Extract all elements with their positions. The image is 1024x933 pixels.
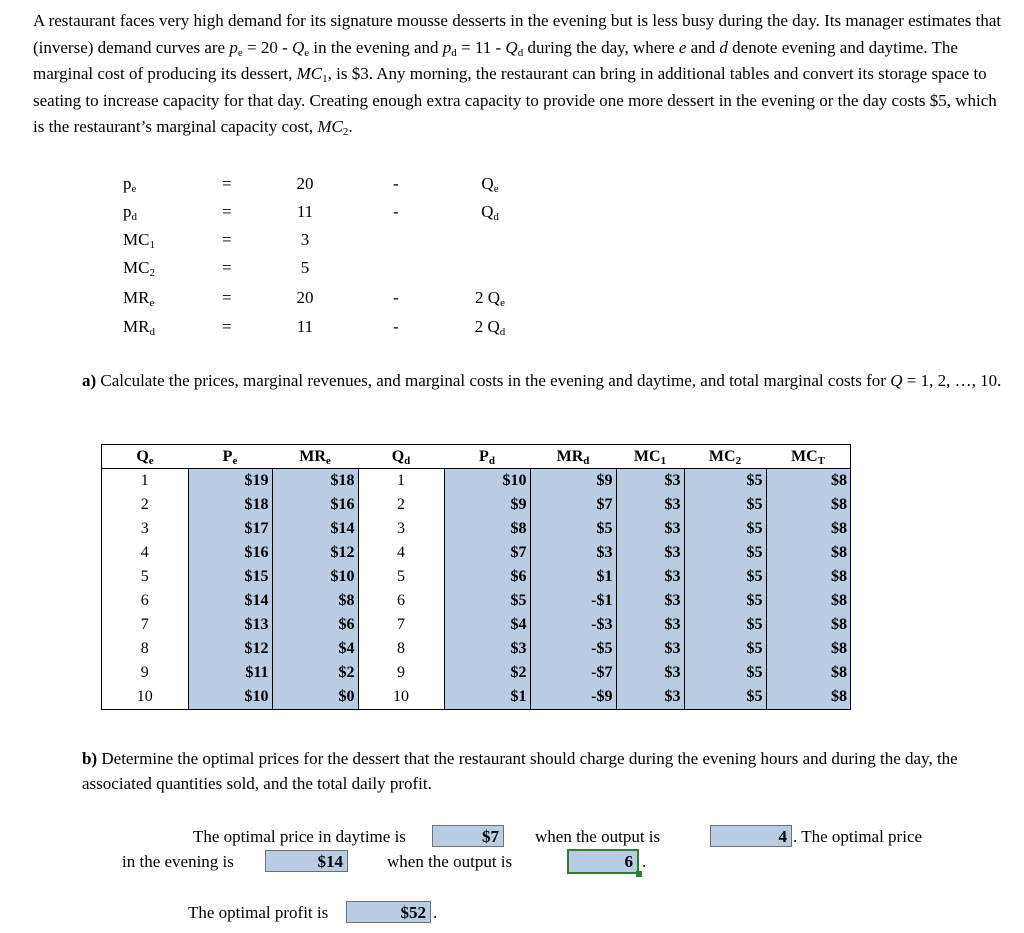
value-cell[interactable]: -$9 [530,685,616,710]
value-cell[interactable]: $6 [272,613,358,637]
equation-constant: 11 [296,202,314,221]
quantity-cell: 5 [358,565,444,589]
column-header: $MR_e$ [272,445,358,469]
question-a-tail: = 1, 2, …, 10. [902,371,1002,390]
value-cell[interactable]: $5 [684,493,766,517]
equation-minus: - [393,202,399,221]
value-cell[interactable]: -$1 [530,589,616,613]
evening-price-cell[interactable]: $14 [265,850,348,872]
value-cell[interactable]: $5 [444,589,530,613]
value-cell[interactable]: $5 [684,637,766,661]
value-cell[interactable]: $4 [444,613,530,637]
value-cell[interactable]: $7 [530,493,616,517]
profit-label: The optimal profit is [188,903,329,922]
value-cell[interactable]: $5 [530,517,616,541]
value-cell[interactable]: $3 [530,541,616,565]
question-a-label: a) [82,371,97,390]
table-header-row [102,445,851,469]
quantity-cell: 2 [358,493,444,517]
table-body [102,469,851,710]
day-output-label: when the output is [535,827,661,846]
column-header: $P_d$ [444,445,530,469]
table-row [102,685,851,710]
table-row [102,493,851,517]
equation-label: $MC_2$ [123,258,155,279]
equation-constant: 20 [296,288,314,307]
value-cell[interactable]: $5 [684,589,766,613]
value-cell[interactable]: $3 [444,637,530,661]
value-cell[interactable]: $3 [616,493,684,517]
values-table [101,444,851,710]
equation-row [0,284,1024,312]
value-cell[interactable]: $5 [684,517,766,541]
quantity-cell: 5 [102,565,189,589]
quantity-cell: 8 [102,637,189,661]
equation-equals: = [222,174,232,193]
column-header: $MC_2$ [684,445,766,469]
equation-row [0,198,1024,226]
equation-row [0,170,1024,198]
value-cell[interactable]: $3 [616,661,684,685]
equation-minus: - [393,174,399,193]
quantity-cell: 7 [358,613,444,637]
quantity-cell: 9 [102,661,189,685]
value-cell[interactable]: $5 [684,565,766,589]
value-cell[interactable]: $8 [766,661,851,685]
evening-output-label: when the output is [387,852,513,871]
value-cell[interactable]: $11 [188,661,272,685]
value-cell[interactable]: $9 [444,493,530,517]
evening-output-cell[interactable]: 6 [567,849,639,874]
evening-tail-text: . The optimal price [793,827,923,846]
column-header: $P_e$ [188,445,272,469]
equation-constant: 5 [300,258,310,277]
equation-variable: $Q_e$ [481,174,499,195]
quantity-cell: 7 [102,613,189,637]
equation-label: $p_e$ [123,174,137,195]
value-cell[interactable]: $1 [530,565,616,589]
day-price-label: The optimal price in daytime is [193,827,406,846]
day-demand-eq: = 11 - [461,37,502,57]
equation-row [0,226,1024,254]
value-cell[interactable]: $3 [616,637,684,661]
value-cell[interactable]: $15 [188,565,272,589]
quantity-cell: 8 [358,637,444,661]
value-cell[interactable]: $8 [766,637,851,661]
value-cell[interactable]: $4 [272,637,358,661]
value-cell[interactable]: $13 [188,613,272,637]
intro-text-5: , is $3. Any morning, the restaurant can bring in additional tables and convert its storage space to seating to increase capacity for that day. Creating enough extra capacity to provide one more dessert in the evening or the day costs $5, which is the restaurant’s marginal capacity cost, [33,64,997,136]
column-header: $Q_d$ [358,445,444,469]
value-cell[interactable]: $16 [272,493,358,517]
value-cell[interactable]: $8 [444,517,530,541]
value-cell[interactable]: $8 [766,493,851,517]
table-row [102,541,851,565]
column-header: $Q_e$ [102,445,189,469]
equation-row [0,254,1024,282]
value-cell[interactable]: $8 [272,589,358,613]
equation-minus: - [393,288,399,307]
equation-label: $MR_d$ [123,317,155,338]
equation-constant: 20 [296,174,314,193]
quantity-cell: 4 [102,541,189,565]
value-cell[interactable]: $3 [616,685,684,710]
equation-constant: 3 [300,230,310,249]
evening-demand-eq: = 20 - [247,37,288,57]
value-cell[interactable]: $8 [766,565,851,589]
value-cell[interactable]: $2 [272,661,358,685]
column-header: $MR_d$ [530,445,616,469]
intro-text-1: A restaurant faces very high demand for its signature mousse desserts in the evening but is less busy during the day. Its manager estimates that (inverse) demand curves are [33,11,1002,57]
value-cell[interactable]: $16 [188,541,272,565]
value-cell[interactable]: $8 [766,517,851,541]
value-cell[interactable]: $3 [616,469,684,494]
value-cell[interactable]: $10 [188,685,272,710]
question-b [82,746,1012,796]
intro-text-3: during the day, where [523,37,679,57]
evening-price-label: in the evening is [122,852,234,871]
equation-variable: $Q_d$ [481,202,499,223]
value-cell[interactable]: $10 [272,565,358,589]
day-output-cell[interactable]: 4 [710,825,792,847]
question-a-text: Calculate the prices, marginal revenues, and marginal costs in the evening and daytime, and total marginal costs for [96,371,891,390]
value-cell[interactable]: $7 [444,541,530,565]
quantity-cell: 10 [358,685,444,710]
intro-mc1: MC [296,64,323,83]
value-cell[interactable]: $0 [272,685,358,710]
value-cell[interactable]: $8 [766,613,851,637]
value-cell[interactable]: $18 [188,493,272,517]
equation-row [0,313,1024,341]
value-cell[interactable]: $19 [188,469,272,494]
intro-mc2: MC [317,117,343,136]
quantity-cell: 9 [358,661,444,685]
quantity-cell: 1 [358,469,444,494]
quantity-cell: 2 [102,493,189,517]
table-row [102,469,851,494]
quantity-cell: 3 [102,517,189,541]
question-b-label: b) [82,749,98,768]
value-cell[interactable]: $9 [530,469,616,494]
equation-label: $p_d$ [123,202,137,223]
profit-period: . [433,903,438,922]
equation-variable: 2 $Q_e$ [475,288,505,309]
value-cell[interactable]: $18 [272,469,358,494]
column-header: $MC_1$ [616,445,684,469]
value-cell[interactable]: -$5 [530,637,616,661]
profit-cell[interactable]: $52 [346,901,431,923]
value-cell[interactable]: -$7 [530,661,616,685]
equation-equals: = [222,317,232,336]
quantity-cell: 3 [358,517,444,541]
value-cell[interactable]: $8 [766,685,851,710]
intro-d: d [719,37,728,57]
table-row [102,565,851,589]
equation-equals: = [222,230,232,249]
problem-statement: A restaurant faces very high demand for its signature mousse desserts in the evening but is less busy during the day. Its manager estimates that (inverse) demand curves are $p_e = 20 - Q_e$ in the evening and $p_d = 11 - Q_d$ during the day, where e and d denote evening and daytime. The marginal cost of producing its dessert, $MC_1$, is $3. Any morning, the restaurant can bring in additional tables and convert its storage space to seating to increase capacity for that day. Creating enough extra capacity to provide one more dessert in the evening or the day costs $5, which is the restaurant’s marginal capacity cost, $MC_2$. [33,11,1002,138]
quantity-cell: 6 [358,589,444,613]
value-cell[interactable]: -$3 [530,613,616,637]
equation-minus: - [393,317,399,336]
table-row [102,613,851,637]
value-cell[interactable]: $5 [684,541,766,565]
value-cell[interactable]: $17 [188,517,272,541]
day-price-cell[interactable]: $7 [432,825,504,847]
value-cell[interactable]: $3 [616,613,684,637]
value-cell[interactable]: $8 [766,469,851,494]
value-cell[interactable]: $5 [684,613,766,637]
value-cell[interactable]: $5 [684,661,766,685]
value-cell[interactable]: $3 [616,517,684,541]
value-cell[interactable]: $12 [188,637,272,661]
table-row [102,589,851,613]
value-cell[interactable]: $12 [272,541,358,565]
value-cell[interactable]: $5 [684,469,766,494]
value-cell[interactable]: $8 [766,589,851,613]
equation-variable: 2 $Q_d$ [474,317,506,338]
evening-output-period: . [642,852,647,871]
quantity-cell: 6 [102,589,189,613]
equation-equals: = [222,288,232,307]
question-a [82,368,1012,393]
equation-equals: = [222,202,232,221]
intro-e: e [678,37,687,57]
question-a-q: Q [890,371,903,390]
intro-text-6: . [348,117,353,136]
table-row [102,637,851,661]
value-cell[interactable]: $3 [616,589,684,613]
question-b-text: Determine the optimal prices for the dessert that the restaurant should charge during the evening hours and during the day, the associated quantities sold, and the total daily profit. [82,749,958,793]
value-cell[interactable]: $3 [616,541,684,565]
value-cell[interactable]: $2 [444,661,530,685]
equation-constant: 11 [296,317,314,336]
equation-equals: = [222,258,232,277]
intro-text-2: in the evening and [309,37,443,57]
equation-label: $MR_e$ [123,288,155,309]
column-header: $MC_T$ [766,445,851,469]
value-cell[interactable]: $6 [444,565,530,589]
quantity-cell: 1 [102,469,189,494]
table-row [102,517,851,541]
value-cell[interactable]: $14 [272,517,358,541]
value-cell[interactable]: $5 [684,685,766,710]
intro-and: and [686,37,720,57]
value-cell[interactable]: $8 [766,541,851,565]
quantity-cell: 10 [102,685,189,710]
value-cell[interactable]: $14 [188,589,272,613]
equation-label: $MC_1$ [123,230,155,251]
intro-text-4: denote evening and daytime. The marginal cost of producing its dessert, [33,37,958,83]
value-cell[interactable]: $10 [444,469,530,494]
value-cell[interactable]: $3 [616,565,684,589]
quantity-cell: 4 [358,541,444,565]
table-row [102,661,851,685]
value-cell[interactable]: $1 [444,685,530,710]
